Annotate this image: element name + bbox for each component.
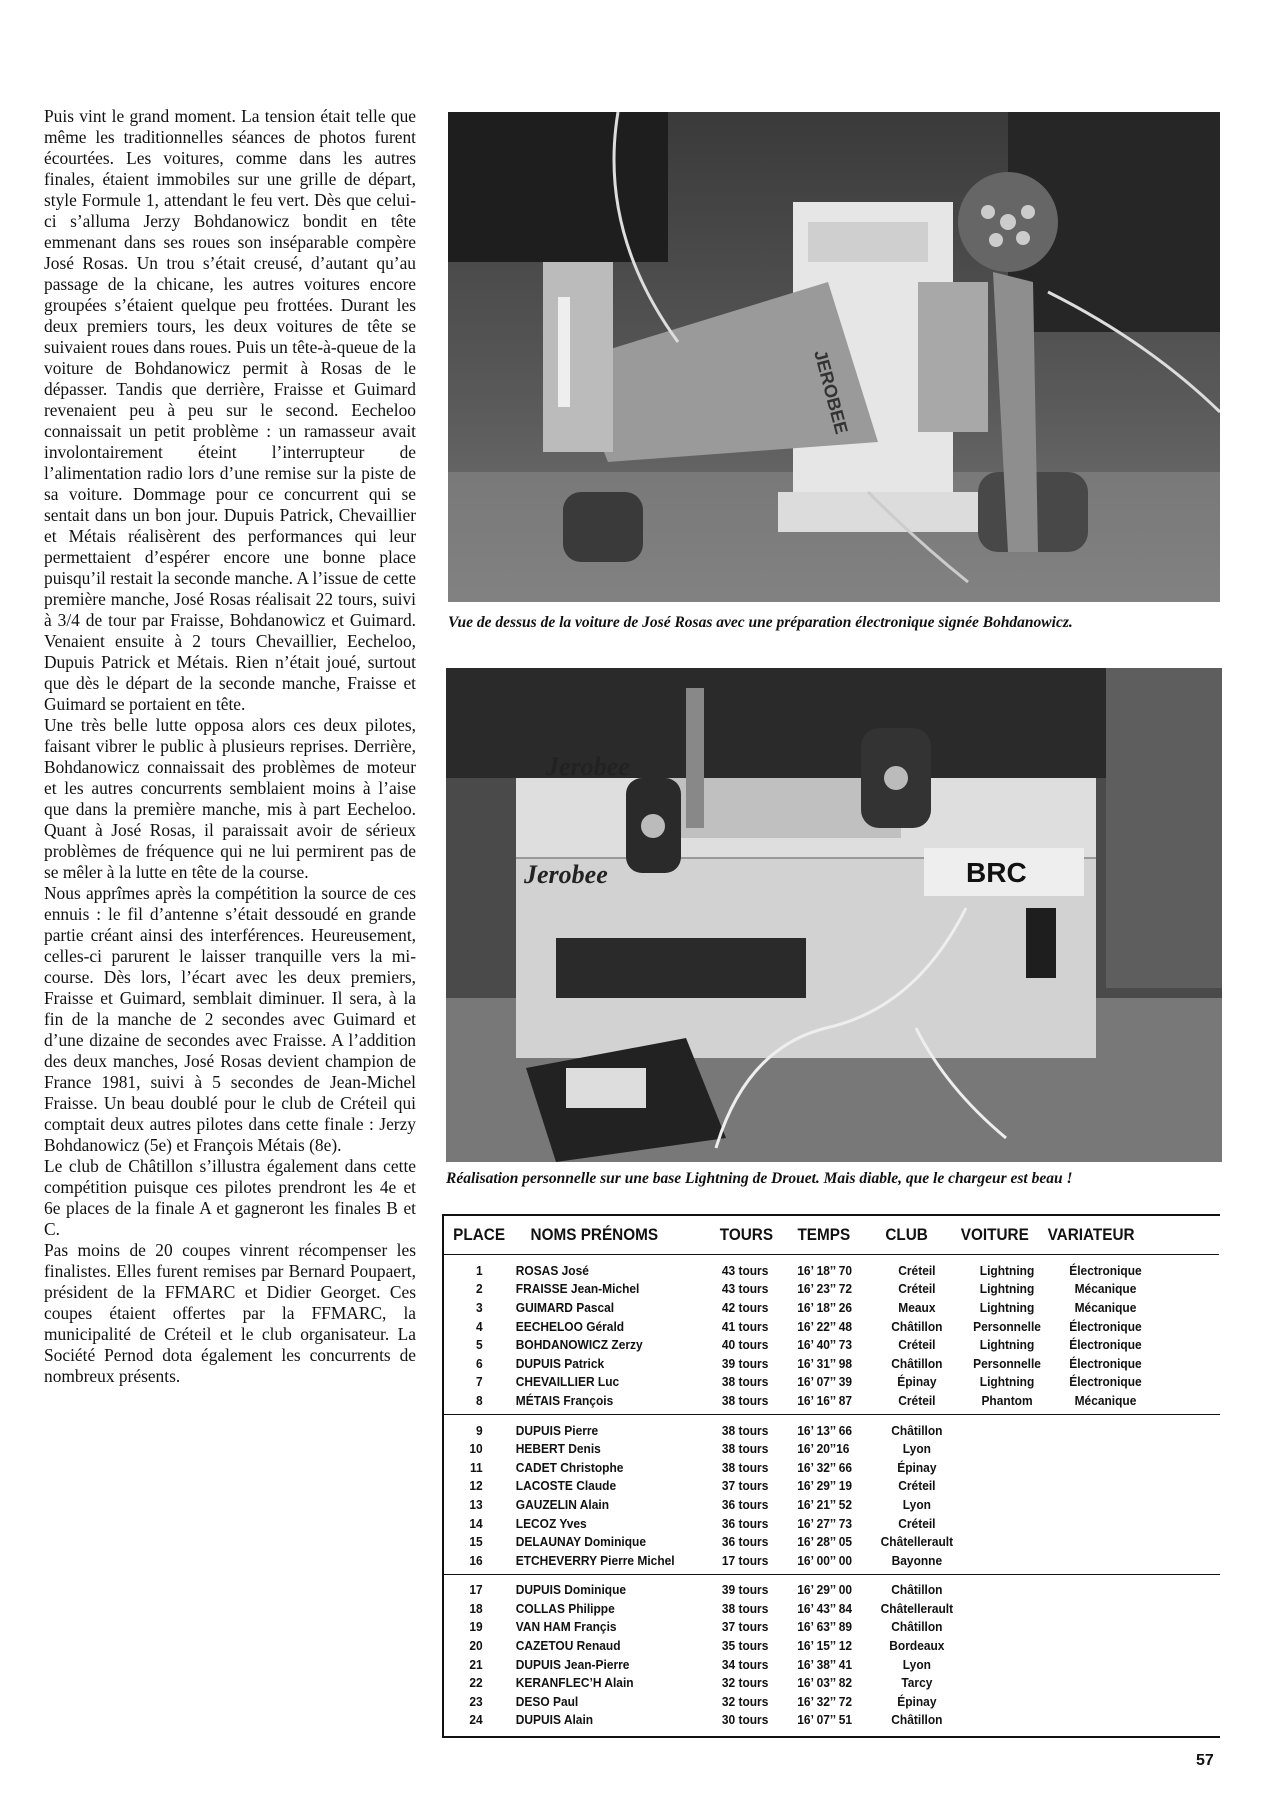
tours-cell: 37 tours: [721, 1478, 769, 1494]
header-variateur: VARIATEUR: [1047, 1225, 1135, 1244]
table-row: [444, 1317, 1220, 1336]
name-cell: CADET Christophe: [515, 1459, 624, 1475]
name-cell: LECOZ Yves: [515, 1515, 587, 1531]
voiture-cell: Lightning: [979, 1299, 1035, 1315]
temps-cell: 16’ 29’’ 19: [797, 1478, 853, 1494]
club-cell: Bordeaux: [889, 1638, 945, 1654]
place-cell: 18: [469, 1600, 483, 1616]
article-paragraph: Nous apprîmes après la compétition la source de ces ennuis : le fil d’antenne s’était dessoudé en grande partie créant ainsi des interférences. Heureusement, celles-ci parurent le laisser tranquille vers la mi-course. Dès lors, l’écart avec les deux premiers, Fraisse et Guimard, semblait diminuer. Il sera, à la fin de la manche de 2 secondes avec Guimard et d’une dizaine de secondes avec Fraisse. A l’addition des deux manches, José Rosas devient champion de France 1981, suivi à 5 secondes de Jean-Michel Fraisse. Un beau doublé pour le club de Créteil qui comptait deux autres pilotes dans cette finale : Jerzy Bohdanowicz (5e) et François Métais (8e).: [44, 883, 416, 1155]
tours-cell: 43 tours: [721, 1262, 769, 1278]
name-cell: ROSAS José: [515, 1262, 589, 1278]
name-cell: DUPUIS Pierre: [515, 1422, 599, 1438]
place-cell: 20: [469, 1638, 483, 1654]
name-cell: DUPUIS Patrick: [515, 1355, 605, 1371]
photo1-brand-text: JEROBEE: [810, 347, 852, 437]
tours-cell: 37 tours: [721, 1619, 769, 1635]
tours-cell: 39 tours: [721, 1355, 769, 1371]
table-row: [444, 1636, 1220, 1655]
voiture-cell: Personnelle: [973, 1355, 1041, 1371]
results-group: [444, 1414, 1220, 1574]
table-row: [444, 1532, 1220, 1551]
club-cell: Châtillon: [891, 1355, 943, 1371]
name-cell: CAZETOU Renaud: [515, 1638, 621, 1654]
tours-cell: 42 tours: [721, 1299, 769, 1315]
header-voiture: VOITURE: [960, 1225, 1029, 1244]
club-cell: Châtillon: [891, 1619, 943, 1635]
table-row: [444, 1495, 1220, 1514]
club-cell: Châtillon: [891, 1582, 943, 1598]
temps-cell: 16’ 18’’ 26: [797, 1299, 853, 1315]
club-cell: Tarcy: [901, 1675, 933, 1691]
table-row: [444, 1391, 1220, 1410]
photo2-sticker-text: BRC: [966, 857, 1027, 888]
club-cell: Châtillon: [891, 1422, 943, 1438]
tours-cell: 35 tours: [721, 1638, 769, 1654]
temps-cell: 16’ 27’’ 73: [797, 1515, 853, 1531]
tours-cell: 38 tours: [721, 1422, 769, 1438]
name-cell: ETCHEVERRY Pierre Michel: [515, 1552, 675, 1568]
photo-rc-car-engine: [448, 112, 1220, 602]
club-cell: Châtellerault: [880, 1534, 954, 1550]
club-cell: Créteil: [898, 1478, 936, 1494]
place-cell: 2: [475, 1281, 483, 1297]
club-cell: Châtellerault: [880, 1600, 954, 1616]
tours-cell: 39 tours: [721, 1582, 769, 1598]
header-names: NOMS PRÉNOMS: [530, 1225, 659, 1244]
photo-rc-car-engine-illustration: [448, 112, 1220, 602]
table-row: [444, 1655, 1220, 1674]
tours-cell: 38 tours: [721, 1441, 769, 1457]
table-row: [444, 1439, 1220, 1458]
club-cell: Créteil: [898, 1392, 936, 1408]
photo2-brand-text-top: Jerobee: [546, 752, 630, 781]
results-table-header: [444, 1216, 1219, 1255]
temps-cell: 16’ 23’’ 72: [797, 1281, 853, 1297]
tours-cell: 32 tours: [721, 1693, 769, 1709]
temps-cell: 16’ 21’’ 52: [797, 1496, 853, 1512]
place-cell: 6: [475, 1355, 483, 1371]
header-temps: TEMPS: [797, 1225, 851, 1244]
table-row: [444, 1618, 1220, 1637]
variateur-cell: Mécanique: [1074, 1392, 1137, 1408]
header-tours: TOURS: [719, 1225, 774, 1244]
place-cell: 5: [475, 1337, 483, 1353]
name-cell: GUIMARD Pascal: [515, 1299, 615, 1315]
club-cell: Châtillon: [891, 1712, 943, 1728]
table-row: [444, 1673, 1220, 1692]
name-cell: MÉTAIS François: [515, 1392, 614, 1408]
temps-cell: 16’ 16’’ 87: [797, 1392, 853, 1408]
temps-cell: 16’ 38’’ 41: [797, 1656, 853, 1672]
table-row: [444, 1711, 1220, 1730]
club-cell: Créteil: [898, 1337, 936, 1353]
table-row: [444, 1514, 1220, 1533]
table-row: [444, 1581, 1220, 1600]
variateur-cell: Électronique: [1069, 1337, 1142, 1353]
variateur-cell: Électronique: [1069, 1318, 1142, 1334]
tours-cell: 34 tours: [721, 1656, 769, 1672]
place-cell: 1: [475, 1262, 483, 1278]
club-cell: Bayonne: [891, 1552, 943, 1568]
place-cell: 19: [469, 1619, 483, 1635]
temps-cell: 16’ 22’’ 48: [797, 1318, 853, 1334]
name-cell: DELAUNAY Dominique: [515, 1534, 647, 1550]
temps-cell: 16’ 20’’16: [797, 1441, 850, 1457]
tours-cell: 36 tours: [721, 1496, 769, 1512]
article-paragraph: Le club de Châtillon s’illustra également dans cette compétition puisque ces pilotes prendront les 4e et 6e places de la finale A et gagneront les finales B et C.: [44, 1156, 416, 1239]
header-club: CLUB: [885, 1225, 928, 1244]
name-cell: DUPUIS Jean-Pierre: [515, 1656, 630, 1672]
name-cell: GAUZELIN Alain: [515, 1496, 610, 1512]
table-row: [444, 1421, 1220, 1440]
place-cell: 9: [475, 1422, 483, 1438]
article-text: [44, 106, 416, 1387]
place-cell: 23: [469, 1693, 483, 1709]
results-group: [444, 1574, 1220, 1734]
temps-cell: 16’ 31’’ 98: [797, 1355, 853, 1371]
temps-cell: 16’ 28’’ 05: [797, 1534, 853, 1550]
place-cell: 15: [469, 1534, 483, 1550]
club-cell: Lyon: [902, 1656, 931, 1672]
tours-cell: 38 tours: [721, 1459, 769, 1475]
table-row: [444, 1551, 1220, 1570]
place-cell: 14: [469, 1515, 483, 1531]
temps-cell: 16’ 40’’ 73: [797, 1337, 853, 1353]
place-cell: 10: [469, 1441, 483, 1457]
temps-cell: 16’ 43’’ 84: [797, 1600, 853, 1616]
club-cell: Créteil: [898, 1515, 936, 1531]
temps-cell: 16’ 63’’ 89: [797, 1619, 853, 1635]
tours-cell: 38 tours: [721, 1600, 769, 1616]
tours-cell: 43 tours: [721, 1281, 769, 1297]
club-cell: Lyon: [902, 1496, 931, 1512]
temps-cell: 16’ 07’’ 51: [797, 1712, 853, 1728]
name-cell: CHEVAILLIER Luc: [515, 1374, 620, 1390]
article-paragraph: Puis vint le grand moment. La tension était telle que même les traditionnelles séances de photos furent écourtées. Les voitures, comme dans les autres finales, étaient immobiles sur une grille de départ, style Formule 1, attendant le feu vert. Dès que celui-ci s’alluma Jerzy Bohdanowicz bondit en tête emmenant dans ses roues son inséparable compère José Rosas. Un trou s’était creusé, d’autant qu’au passage de la chicane, les autres voitures encore groupées s’étaient quelque peu frottées. Durant les deux premiers tours, les deux voitures de tête se suivaient roues dans roues. Puis un tête-à-queue de la voiture de Bohdanowicz permit à Rosas de le dépasser. Tandis que derrière, Fraisse et Guimard revenaient peu à peu sur le second. Eecheloo connaissait un petit problème : un ramasseur avait involontairement éteint l’interrupteur de l’alimentation radio lors d’une remise sur la piste de sa voiture. Dommage pour ce concurrent qui se sentait dans un bon jour. Dupuis Patrick, Chevaillier et Métais réalisèrent des performances qui leur permettaient d’espérer encore une bonne place puisqu’il restait la seconde manche. A l’issue de cette première manche, José Rosas réalisait 22 tours, suivi à 3/4 de tour par Fraisse, Bohdanowicz et Guimard. Venaient ensuite à 2 tours Chevaillier, Eecheloo, Dupuis Patrick et Métais. Rien n’était joué, surtout que dès le départ de la seconde manche, Fraisse et Guimard se portaient en tête.: [44, 106, 416, 714]
table-row: [444, 1477, 1220, 1496]
temps-cell: 16’ 13’’ 66: [797, 1422, 853, 1438]
article-paragraph: Une très belle lutte opposa alors ces deux pilotes, faisant vibrer le public à plusieurs reprises. Derrière, Bohdanowicz connaissait des problèmes de moteur et les autres concurrents semblaient moins à l’aise que dans la première manche, mis à part Eecheloo. Quant à José Rosas, il paraissait avoir de sérieux problèmes de fréquence qui ne lui permirent pas de se mêler à la lutte en tête de la course.: [44, 715, 416, 882]
place-cell: 21: [469, 1656, 483, 1672]
place-cell: 3: [475, 1299, 483, 1315]
tours-cell: 41 tours: [721, 1318, 769, 1334]
tours-cell: 40 tours: [721, 1337, 769, 1353]
place-cell: 17: [469, 1582, 483, 1598]
club-cell: Épinay: [897, 1459, 937, 1475]
photo-caption: Vue de dessus de la voiture de José Rosas avec une préparation électronique signée Bohdanowicz.: [448, 614, 1073, 631]
tours-cell: 17 tours: [721, 1552, 769, 1568]
temps-cell: 16’ 32’’ 72: [797, 1693, 853, 1709]
tours-cell: 36 tours: [721, 1534, 769, 1550]
variateur-cell: Mécanique: [1074, 1281, 1137, 1297]
place-cell: 8: [475, 1392, 483, 1408]
name-cell: HEBERT Denis: [515, 1441, 601, 1457]
table-row: [444, 1280, 1220, 1299]
table-row: [444, 1458, 1220, 1477]
club-cell: Créteil: [898, 1262, 936, 1278]
club-cell: Épinay: [897, 1693, 937, 1709]
voiture-cell: Lightning: [979, 1262, 1035, 1278]
name-cell: KERANFLEC’H Alain: [515, 1675, 634, 1691]
table-row: [444, 1298, 1220, 1317]
table-row: [444, 1335, 1220, 1354]
temps-cell: 16’ 07’’ 39: [797, 1374, 853, 1390]
voiture-cell: Lightning: [979, 1337, 1035, 1353]
table-row: [444, 1692, 1220, 1711]
voiture-cell: Lightning: [979, 1374, 1035, 1390]
header-place: PLACE: [453, 1225, 506, 1244]
place-cell: 7: [475, 1374, 483, 1390]
variateur-cell: Électronique: [1069, 1262, 1142, 1278]
variateur-cell: Mécanique: [1074, 1299, 1137, 1315]
table-row: [444, 1354, 1220, 1373]
place-cell: 11: [469, 1459, 483, 1475]
name-cell: DUPUIS Alain: [515, 1712, 594, 1728]
club-cell: Créteil: [898, 1281, 936, 1297]
name-cell: LACOSTE Claude: [515, 1478, 617, 1494]
variateur-cell: Électronique: [1069, 1355, 1142, 1371]
place-cell: 13: [469, 1496, 483, 1512]
page-number: 57: [1196, 1752, 1214, 1769]
voiture-cell: Phantom: [981, 1392, 1033, 1408]
club-cell: Épinay: [897, 1374, 937, 1390]
photo-caption: Réalisation personnelle sur une base Lightning de Drouet. Mais diable, que le chargeur est beau !: [446, 1170, 1073, 1187]
variateur-cell: Électronique: [1069, 1374, 1142, 1390]
name-cell: EECHELOO Gérald: [515, 1318, 625, 1334]
place-cell: 16: [469, 1552, 483, 1568]
place-cell: 22: [469, 1675, 483, 1691]
table-row: [444, 1373, 1220, 1392]
temps-cell: 16’ 15’’ 12: [797, 1638, 853, 1654]
article-paragraph: Pas moins de 20 coupes vinrent récompenser les finalistes. Elles furent remises par Bernard Poupaert, président de la FFMARC et Didier Georget. Ces coupes étaient offertes par la FFMARC, la municipalité de Créteil et le club organisateur. La Société Pernod dota également les concurrents de nombreux présents.: [44, 1240, 416, 1386]
voiture-cell: Personnelle: [973, 1318, 1041, 1334]
tours-cell: 38 tours: [721, 1374, 769, 1390]
place-cell: 24: [469, 1712, 483, 1728]
table-row: [444, 1599, 1220, 1618]
temps-cell: 16’ 00’’ 00: [797, 1552, 853, 1568]
place-cell: 4: [475, 1318, 483, 1334]
name-cell: FRAISSE Jean-Michel: [515, 1281, 640, 1297]
results-table-body: [444, 1255, 1220, 1733]
club-cell: Lyon: [902, 1441, 931, 1457]
tours-cell: 38 tours: [721, 1392, 769, 1408]
temps-cell: 16’ 03’’ 82: [797, 1675, 853, 1691]
tours-cell: 30 tours: [721, 1712, 769, 1728]
results-group: [444, 1255, 1220, 1414]
name-cell: COLLAS Philippe: [515, 1600, 615, 1616]
temps-cell: 16’ 29’’ 00: [797, 1582, 853, 1598]
voiture-cell: Lightning: [979, 1281, 1035, 1297]
name-cell: BOHDANOWICZ Zerzy: [515, 1337, 643, 1353]
name-cell: VAN HAM Françis: [515, 1619, 617, 1635]
temps-cell: 16’ 32’’ 66: [797, 1459, 853, 1475]
tours-cell: 36 tours: [721, 1515, 769, 1531]
temps-cell: 16’ 18’’ 70: [797, 1262, 853, 1278]
results-table: [442, 1214, 1220, 1738]
tours-cell: 32 tours: [721, 1675, 769, 1691]
name-cell: DESO Paul: [515, 1693, 579, 1709]
club-cell: Meaux: [898, 1299, 936, 1315]
club-cell: Châtillon: [891, 1318, 943, 1334]
photo-charger-base: [446, 668, 1222, 1162]
name-cell: DUPUIS Dominique: [515, 1582, 627, 1598]
place-cell: 12: [469, 1478, 483, 1494]
table-row: [444, 1261, 1220, 1280]
photo-charger-base-illustration: [446, 668, 1222, 1162]
photo2-brand-text-bottom: Jerobee: [524, 860, 608, 889]
